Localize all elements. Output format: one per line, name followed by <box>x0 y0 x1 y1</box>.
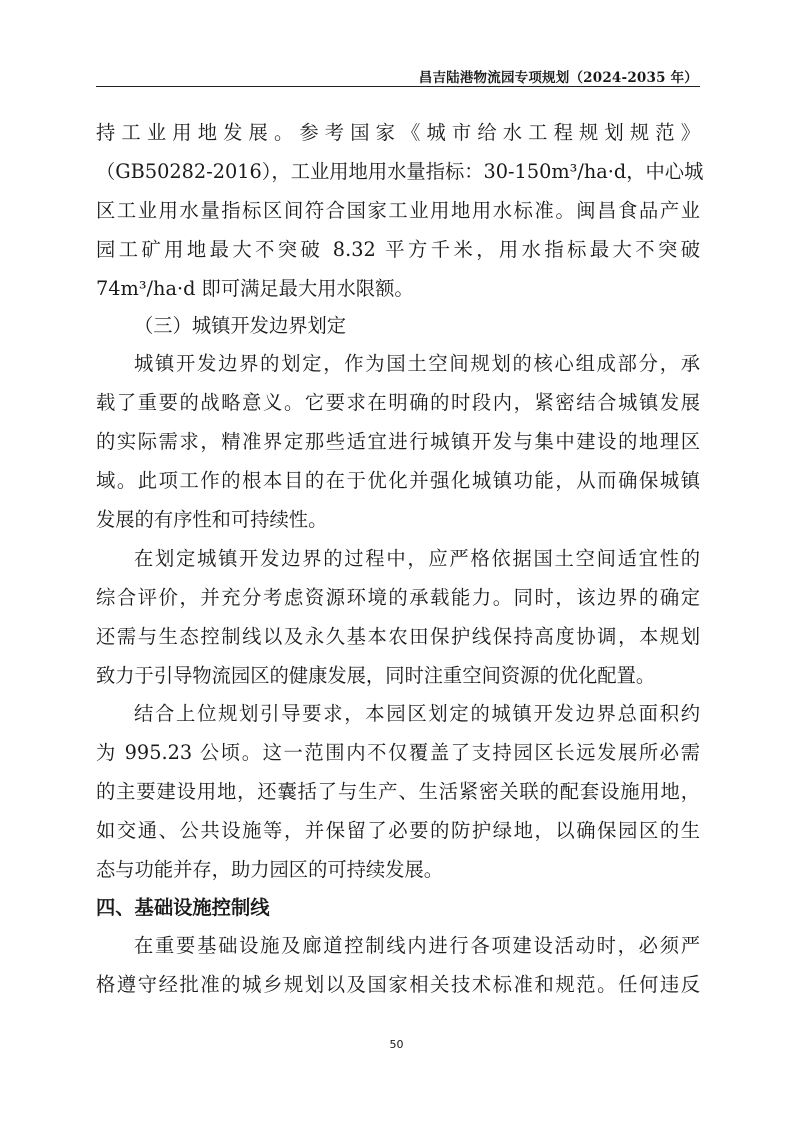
paragraph-line: 的主要建设用地，还囊括了与生产、生活紧密关联的配套设施用地， <box>96 780 700 803</box>
paragraph-line: 为 995.23 公顷。这一范围内不仅覆盖了支持园区长远发展所必需 <box>96 741 700 764</box>
paragraph-line: 发展的有序性和可持续性。 <box>96 508 328 531</box>
document-header-title: 昌吉陆港物流园专项规划（2024-2035 年） <box>418 70 698 86</box>
paragraph-line: 的实际需求，精准界定那些适宜进行城镇开发与集中建设的地理区 <box>96 430 700 453</box>
paragraph-line: 域。此项工作的根本目的在于优化并强化城镇功能，从而确保城镇 <box>96 469 700 492</box>
paragraph-line: 在划定城镇开发边界的过程中，应严格依据国土空间适宜性的 <box>134 547 700 570</box>
paragraph-line: 园工矿用地最大不突破 8.32 平方千米，用水指标最大不突破 <box>96 238 700 261</box>
paragraph-line: 在重要基础设施及廊道控制线内进行各项建设活动时，必须严 <box>134 934 700 957</box>
paragraph-line: 区工业用水量指标区间符合国家工业用地用水标准。闽昌食品产业 <box>96 199 700 222</box>
paragraph-line: 74m³/ha·d 即可满足最大用水限额。 <box>96 277 414 300</box>
paragraph-line: （GB50282-2016），工业用地用水量指标：30-150m³/ha·d，中心城 <box>96 160 704 183</box>
paragraph-line: 还需与生态控制线以及永久基本农田保护线保持高度协调，本规划 <box>96 625 700 648</box>
page-number: 50 <box>389 1038 404 1051</box>
paragraph-line: 城镇开发边界的划定，作为国土空间规划的核心组成部分，承 <box>134 352 700 375</box>
paragraph-line: 如交通、公共设施等，并保留了必要的防护绿地，以确保园区的生 <box>96 819 700 842</box>
header-divider <box>96 86 700 87</box>
section-subheading: （三）城镇开发边界划定 <box>134 314 347 337</box>
paragraph-line: 结合上位规划引导要求，本园区划定的城镇开发边界总面积约 <box>134 702 700 725</box>
paragraph-line: 格遵守经批准的城乡规划以及国家相关技术标准和规范。任何违反 <box>96 973 700 996</box>
paragraph-line: 载了重要的战略意义。它要求在明确的时段内，紧密结合城镇发展 <box>96 391 700 414</box>
paragraph-line: 持工业用地发展。参考国家《城市给水工程规划规范》 <box>96 121 700 144</box>
paragraph-line: 致力于引导物流园区的健康发展，同时注重空间资源的优化配置。 <box>96 664 656 687</box>
paragraph-line: 综合评价，并充分考虑资源环境的承载能力。同时，该边界的确定 <box>96 586 700 609</box>
section-heading: 四、基础设施控制线 <box>96 896 270 919</box>
paragraph-line: 态与功能并存，助力园区的可持续发展。 <box>96 858 444 881</box>
